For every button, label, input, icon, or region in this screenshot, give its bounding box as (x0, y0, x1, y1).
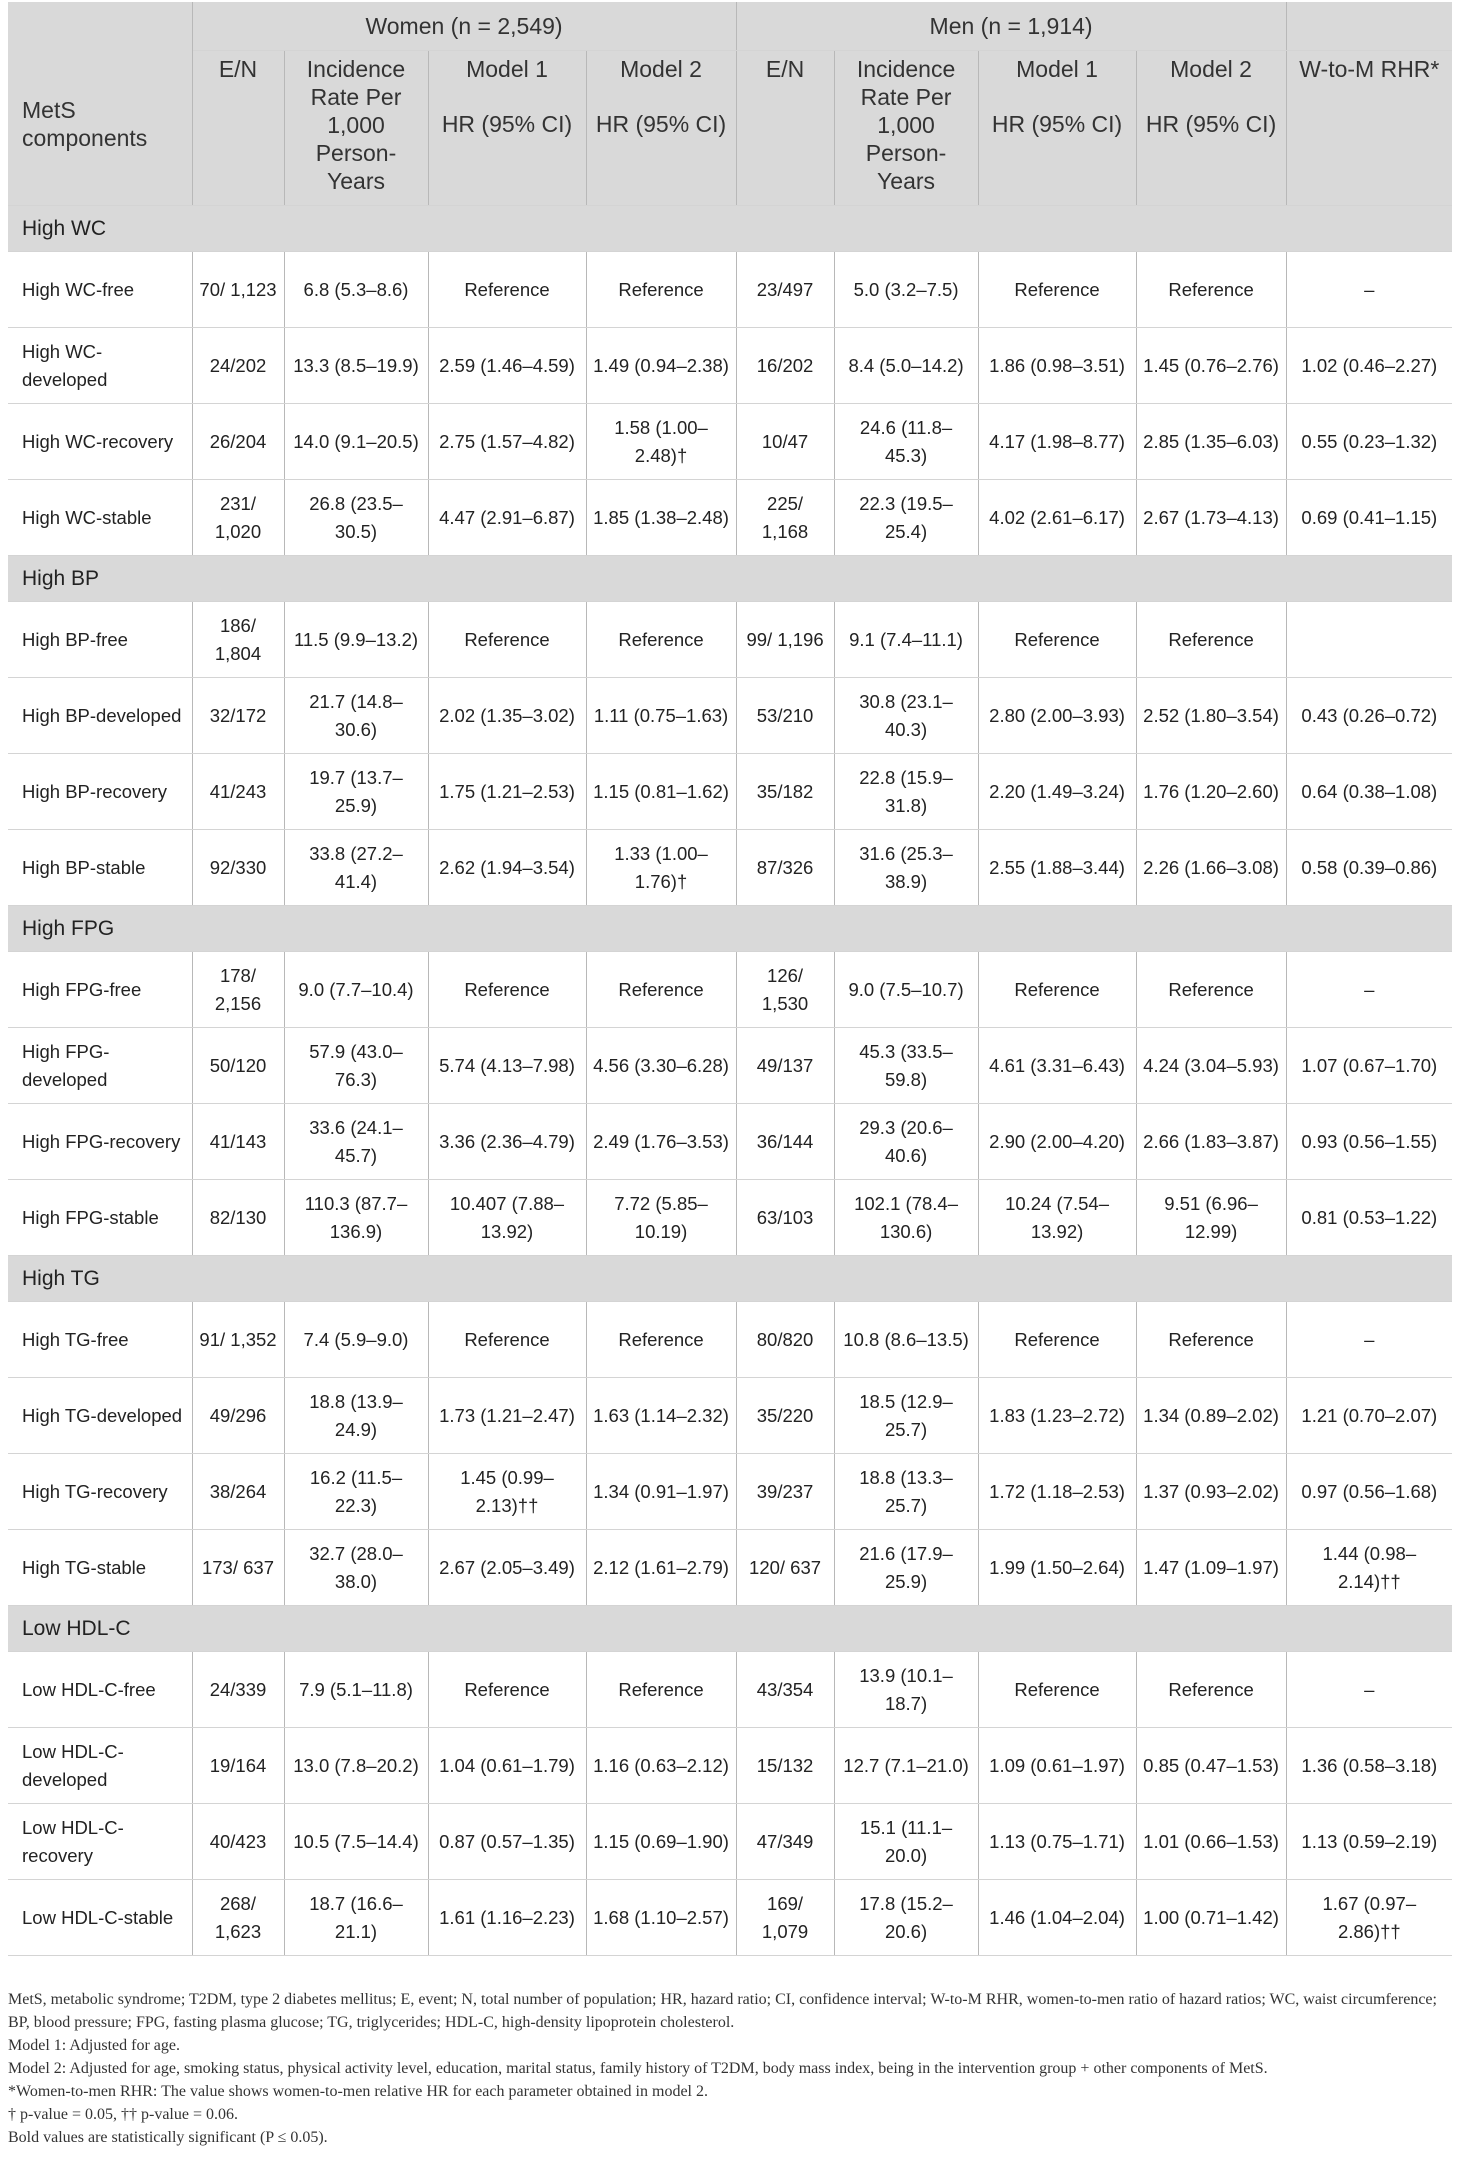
cell-w-m1: 0.87 (0.57–1.35) (428, 1804, 586, 1880)
cell-w-m1: 1.61 (1.16–2.23) (428, 1880, 586, 1956)
cell-w-rate: 18.7 (16.6–21.1) (284, 1880, 428, 1956)
table-row (8, 602, 1452, 678)
cell-m-m2: Reference (1136, 252, 1286, 328)
cell-m-en: 53/210 (736, 678, 834, 754)
cell-rhr: – (1286, 952, 1452, 1028)
cell-m-rate: 13.9 (10.1–18.7) (834, 1652, 978, 1728)
cell-w-en: 50/120 (192, 1028, 284, 1104)
cell-w-rate: 19.7 (13.7–25.9) (284, 754, 428, 830)
cell-name: High WC-stable (8, 480, 192, 556)
women-en-header: E/N (192, 51, 284, 206)
cell-w-en: 82/130 (192, 1180, 284, 1256)
cell-rhr: – (1286, 252, 1452, 328)
cell-m-m1: 2.80 (2.00–3.93) (978, 678, 1136, 754)
cell-name: High BP-recovery (8, 754, 192, 830)
women-model1-hr: HR (95% CI) (441, 111, 573, 137)
table-row (8, 1302, 1452, 1378)
cell-m-m1: 4.02 (2.61–6.17) (978, 480, 1136, 556)
cell-w-m1: 2.75 (1.57–4.82) (428, 404, 586, 480)
cell-m-m2: Reference (1136, 602, 1286, 678)
cell-rhr: – (1286, 1302, 1452, 1378)
cell-m-en: 39/237 (736, 1454, 834, 1530)
cell-name: High TG-developed (8, 1378, 192, 1454)
cell-m-m1: 4.17 (1.98–8.77) (978, 404, 1136, 480)
cell-w-m1: 10.407 (7.88–13.92) (428, 1180, 586, 1256)
cell-m-rate: 8.4 (5.0–14.2) (834, 328, 978, 404)
cell-w-rate: 33.6 (24.1–45.7) (284, 1104, 428, 1180)
footnote: MetS, metabolic syndrome; T2DM, type 2 diabetes mellitus; E, event; N, total number of population; HR, hazard ratio; CI, confidence interval; W-to-M RHR, women-to-men ratio of hazard ratios; WC, waist circumference; BP, blood pressure; FPG, fasting plasma glucose; TG, triglycerides; HDL-C, high-density lipoprotein cholesterol. (8, 1991, 1437, 2031)
cell-rhr (1286, 602, 1452, 678)
cell-w-m2: Reference (586, 602, 736, 678)
cell-rhr: 1.07 (0.67–1.70) (1286, 1028, 1452, 1104)
cell-m-rate: 24.6 (11.8–45.3) (834, 404, 978, 480)
cell-m-m1: Reference (978, 1652, 1136, 1728)
cell-rhr: 0.69 (0.41–1.15) (1286, 480, 1452, 556)
cell-w-m2: 1.49 (0.94–2.38) (586, 328, 736, 404)
cell-m-m2: 1.01 (0.66–1.53) (1136, 1804, 1286, 1880)
cell-m-en: 120/ 637 (736, 1530, 834, 1606)
cell-m-en: 169/ 1,079 (736, 1880, 834, 1956)
men-model1-header (978, 51, 1136, 206)
women-model1-label: Model 1 (466, 56, 548, 82)
cell-m-m2: 1.34 (0.89–2.02) (1136, 1378, 1286, 1454)
cell-rhr: 0.64 (0.38–1.08) (1286, 754, 1452, 830)
section-title: High BP (8, 556, 1452, 602)
cell-w-m2: 1.11 (0.75–1.63) (586, 678, 736, 754)
cell-w-rate: 21.7 (14.8–30.6) (284, 678, 428, 754)
table-body (8, 206, 1452, 1956)
cell-m-m2: 1.47 (1.09–1.97) (1136, 1530, 1286, 1606)
cell-m-m2: 0.85 (0.47–1.53) (1136, 1728, 1286, 1804)
table-header (8, 2, 1452, 206)
cell-name: High FPG-recovery (8, 1104, 192, 1180)
cell-m-m1: Reference (978, 602, 1136, 678)
cell-m-rate: 30.8 (23.1–40.3) (834, 678, 978, 754)
cell-w-m1: Reference (428, 602, 586, 678)
footnote: Model 2: Adjusted for age, smoking status, physical activity level, education, marital status, family history of T2DM, body mass index, being in the intervention group + other components of MetS. (8, 2060, 1268, 2077)
cell-rhr: 1.36 (0.58–3.18) (1286, 1728, 1452, 1804)
cell-w-en: 19/164 (192, 1728, 284, 1804)
cell-name: High BP-stable (8, 830, 192, 906)
cell-rhr: 0.93 (0.56–1.55) (1286, 1104, 1452, 1180)
cell-w-en: 41/143 (192, 1104, 284, 1180)
cell-rhr: 0.97 (0.56–1.68) (1286, 1454, 1452, 1530)
table-row (8, 1104, 1452, 1180)
cell-w-m1: 2.02 (1.35–3.02) (428, 678, 586, 754)
table-row (8, 252, 1452, 328)
women-group-header: Women (n = 2,549) (192, 2, 736, 51)
cell-w-rate: 7.4 (5.9–9.0) (284, 1302, 428, 1378)
section-title: High FPG (8, 906, 1452, 952)
cell-m-m2: 4.24 (3.04–5.93) (1136, 1028, 1286, 1104)
cell-w-en: 24/339 (192, 1652, 284, 1728)
cell-name: High WC-recovery (8, 404, 192, 480)
cell-name: High FPG-stable (8, 1180, 192, 1256)
cell-m-en: 49/137 (736, 1028, 834, 1104)
table-row (8, 1804, 1452, 1880)
cell-name: High FPG-free (8, 952, 192, 1028)
cell-w-en: 32/172 (192, 678, 284, 754)
cell-m-rate: 22.3 (19.5–25.4) (834, 480, 978, 556)
cell-m-rate: 9.0 (7.5–10.7) (834, 952, 978, 1028)
section-header-row (8, 1256, 1452, 1302)
cell-m-en: 16/202 (736, 328, 834, 404)
cell-w-en: 186/ 1,804 (192, 602, 284, 678)
cell-m-rate: 45.3 (33.5–59.8) (834, 1028, 978, 1104)
cell-w-m2: Reference (586, 1652, 736, 1728)
table-row (8, 830, 1452, 906)
cell-m-m1: 1.72 (1.18–2.53) (978, 1454, 1136, 1530)
men-rate-header: Incidence Rate Per 1,000 Person-Years (834, 51, 978, 206)
men-model2-header (1136, 51, 1286, 206)
cell-rhr: 1.13 (0.59–2.19) (1286, 1804, 1452, 1880)
cell-w-rate: 33.8 (27.2–41.4) (284, 830, 428, 906)
cell-w-rate: 13.0 (7.8–20.2) (284, 1728, 428, 1804)
cell-w-rate: 26.8 (23.5–30.5) (284, 480, 428, 556)
cell-w-m1: 1.45 (0.99–2.13)†† (428, 1454, 586, 1530)
cell-m-en: 15/132 (736, 1728, 834, 1804)
cell-rhr: 0.43 (0.26–0.72) (1286, 678, 1452, 754)
women-model1-header (428, 51, 586, 206)
cell-m-m1: 1.99 (1.50–2.64) (978, 1530, 1136, 1606)
cell-m-m2: 1.37 (0.93–2.02) (1136, 1454, 1286, 1530)
cell-name: High WC-developed (8, 328, 192, 404)
cell-m-m1: 1.46 (1.04–2.04) (978, 1880, 1136, 1956)
cell-name: Low HDL-C-free (8, 1652, 192, 1728)
mets-components-header: MetS components (8, 2, 192, 206)
cell-m-m2: 2.85 (1.35–6.03) (1136, 404, 1286, 480)
cell-w-m1: 2.67 (2.05–3.49) (428, 1530, 586, 1606)
table-row (8, 480, 1452, 556)
cell-name: High TG-stable (8, 1530, 192, 1606)
cell-w-m2: Reference (586, 1302, 736, 1378)
women-model2-header (586, 51, 736, 206)
table-row (8, 1454, 1452, 1530)
blank-header-cell (1286, 2, 1452, 51)
cell-w-en: 24/202 (192, 328, 284, 404)
men-model1-hr: HR (95% CI) (991, 111, 1123, 137)
cell-m-en: 36/144 (736, 1104, 834, 1180)
cell-m-m2: 9.51 (6.96–12.99) (1136, 1180, 1286, 1256)
cell-w-en: 268/ 1,623 (192, 1880, 284, 1956)
section-header-row (8, 556, 1452, 602)
cell-m-m1: Reference (978, 252, 1136, 328)
cell-w-rate: 11.5 (9.9–13.2) (284, 602, 428, 678)
cell-m-m1: 2.90 (2.00–4.20) (978, 1104, 1136, 1180)
cell-w-en: 41/243 (192, 754, 284, 830)
table-row (8, 1880, 1452, 1956)
cell-m-rate: 22.8 (15.9–31.8) (834, 754, 978, 830)
footnote: Bold values are statistically significant (P ≤ 0.05). (8, 2129, 328, 2146)
cell-m-m2: 2.26 (1.66–3.08) (1136, 830, 1286, 906)
table-row (8, 328, 1452, 404)
cell-w-m2: 1.34 (0.91–1.97) (586, 1454, 736, 1530)
rhr-header: W-to-M RHR* (1286, 51, 1452, 206)
women-model2-hr: HR (95% CI) (595, 111, 727, 137)
cell-rhr: – (1286, 1652, 1452, 1728)
cell-m-en: 10/47 (736, 404, 834, 480)
cell-w-m1: 1.04 (0.61–1.79) (428, 1728, 586, 1804)
cell-w-m1: 2.59 (1.46–4.59) (428, 328, 586, 404)
cell-name: High BP-developed (8, 678, 192, 754)
table-row (8, 1378, 1452, 1454)
cell-w-m2: 1.85 (1.38–2.48) (586, 480, 736, 556)
cell-m-m2: 1.00 (0.71–1.42) (1136, 1880, 1286, 1956)
cell-m-en: 99/ 1,196 (736, 602, 834, 678)
table-row (8, 404, 1452, 480)
cell-w-en: 92/330 (192, 830, 284, 906)
cell-name: Low HDL-C-developed (8, 1728, 192, 1804)
cell-m-rate: 10.8 (8.6–13.5) (834, 1302, 978, 1378)
cell-m-m2: 2.66 (1.83–3.87) (1136, 1104, 1286, 1180)
cell-w-en: 231/ 1,020 (192, 480, 284, 556)
cell-w-m2: 4.56 (3.30–6.28) (586, 1028, 736, 1104)
section-header-row (8, 206, 1452, 252)
cell-rhr: 0.81 (0.53–1.22) (1286, 1180, 1452, 1256)
table-row (8, 754, 1452, 830)
cell-w-en: 38/264 (192, 1454, 284, 1530)
section-title: High TG (8, 1256, 1452, 1302)
cell-w-en: 91/ 1,352 (192, 1302, 284, 1378)
cell-m-rate: 9.1 (7.4–11.1) (834, 602, 978, 678)
cell-name: Low HDL-C-recovery (8, 1804, 192, 1880)
cell-w-rate: 18.8 (13.9–24.9) (284, 1378, 428, 1454)
cell-w-m1: 1.75 (1.21–2.53) (428, 754, 586, 830)
cell-w-en: 173/ 637 (192, 1530, 284, 1606)
footnote: *Women-to-men RHR: The value shows women-to-men relative HR for each parameter obtained in model 2. (8, 2083, 708, 2100)
table-row (8, 678, 1452, 754)
cell-m-en: 43/354 (736, 1652, 834, 1728)
cell-m-rate: 18.5 (12.9–25.7) (834, 1378, 978, 1454)
men-model2-hr: HR (95% CI) (1145, 111, 1277, 137)
cell-w-m2: 2.49 (1.76–3.53) (586, 1104, 736, 1180)
women-rate-header: Incidence Rate Per 1,000 Person-Years (284, 51, 428, 206)
cell-w-en: 26/204 (192, 404, 284, 480)
table-footnotes (8, 1988, 1452, 2149)
cell-m-en: 35/182 (736, 754, 834, 830)
cell-m-en: 23/497 (736, 252, 834, 328)
cell-w-m2: 1.16 (0.63–2.12) (586, 1728, 736, 1804)
cell-w-rate: 9.0 (7.7–10.4) (284, 952, 428, 1028)
section-header-row (8, 1606, 1452, 1652)
table-row (8, 1180, 1452, 1256)
cell-m-m1: Reference (978, 952, 1136, 1028)
cell-m-en: 47/349 (736, 1804, 834, 1880)
cell-name: High WC-free (8, 252, 192, 328)
cell-m-en: 87/326 (736, 830, 834, 906)
cell-m-m1: 4.61 (3.31–6.43) (978, 1028, 1136, 1104)
table-row (8, 1530, 1452, 1606)
cell-m-m2: Reference (1136, 1302, 1286, 1378)
cell-m-rate: 18.8 (13.3–25.7) (834, 1454, 978, 1530)
cell-rhr: 0.58 (0.39–0.86) (1286, 830, 1452, 906)
table-row (8, 1028, 1452, 1104)
women-model2-label: Model 2 (620, 56, 702, 82)
cell-w-rate: 13.3 (8.5–19.9) (284, 328, 428, 404)
results-table (8, 2, 1452, 1956)
cell-m-rate: 15.1 (11.1–20.0) (834, 1804, 978, 1880)
cell-w-m1: 1.73 (1.21–2.47) (428, 1378, 586, 1454)
cell-m-m2: 1.45 (0.76–2.76) (1136, 328, 1286, 404)
cell-m-en: 126/ 1,530 (736, 952, 834, 1028)
cell-w-en: 40/423 (192, 1804, 284, 1880)
cell-w-en: 70/ 1,123 (192, 252, 284, 328)
cell-m-m1: 1.13 (0.75–1.71) (978, 1804, 1136, 1880)
cell-w-rate: 32.7 (28.0–38.0) (284, 1530, 428, 1606)
cell-w-rate: 110.3 (87.7–136.9) (284, 1180, 428, 1256)
cell-w-m2: 1.58 (1.00–2.48)† (586, 404, 736, 480)
cell-w-m1: Reference (428, 1652, 586, 1728)
cell-w-m2: 1.33 (1.00–1.76)† (586, 830, 736, 906)
cell-m-rate: 31.6 (25.3–38.9) (834, 830, 978, 906)
cell-name: High TG-free (8, 1302, 192, 1378)
cell-m-rate: 29.3 (20.6–40.6) (834, 1104, 978, 1180)
cell-rhr: 0.55 (0.23–1.32) (1286, 404, 1452, 480)
cell-name: High TG-recovery (8, 1454, 192, 1530)
cell-w-m1: 4.47 (2.91–6.87) (428, 480, 586, 556)
cell-m-rate: 17.8 (15.2–20.6) (834, 1880, 978, 1956)
men-model1-label: Model 1 (1016, 56, 1098, 82)
cell-m-m2: Reference (1136, 1652, 1286, 1728)
cell-name: High BP-free (8, 602, 192, 678)
cell-m-rate: 12.7 (7.1–21.0) (834, 1728, 978, 1804)
cell-w-m1: Reference (428, 252, 586, 328)
cell-w-m1: Reference (428, 952, 586, 1028)
cell-w-rate: 57.9 (43.0–76.3) (284, 1028, 428, 1104)
footnote: † p-value = 0.05, †† p-value = 0.06. (8, 2106, 238, 2123)
cell-m-m2: Reference (1136, 952, 1286, 1028)
cell-m-m1: 2.55 (1.88–3.44) (978, 830, 1136, 906)
cell-w-m2: Reference (586, 952, 736, 1028)
men-model2-label: Model 2 (1170, 56, 1252, 82)
cell-m-m1: 10.24 (7.54–13.92) (978, 1180, 1136, 1256)
cell-rhr: 1.67 (0.97–2.86)†† (1286, 1880, 1452, 1956)
cell-m-m2: 2.52 (1.80–3.54) (1136, 678, 1286, 754)
men-en-header: E/N (736, 51, 834, 206)
cell-m-en: 35/220 (736, 1378, 834, 1454)
table-row (8, 1652, 1452, 1728)
cell-w-m1: Reference (428, 1302, 586, 1378)
cell-m-rate: 102.1 (78.4–130.6) (834, 1180, 978, 1256)
cell-rhr: 1.44 (0.98–2.14)†† (1286, 1530, 1452, 1606)
cell-rhr: 1.21 (0.70–2.07) (1286, 1378, 1452, 1454)
cell-m-m2: 2.67 (1.73–4.13) (1136, 480, 1286, 556)
cell-m-en: 225/ 1,168 (736, 480, 834, 556)
cell-w-m2: Reference (586, 252, 736, 328)
cell-w-m1: 3.36 (2.36–4.79) (428, 1104, 586, 1180)
cell-m-m2: 1.76 (1.20–2.60) (1136, 754, 1286, 830)
men-group-header: Men (n = 1,914) (736, 2, 1286, 51)
table-row (8, 952, 1452, 1028)
cell-w-m2: 7.72 (5.85–10.19) (586, 1180, 736, 1256)
cell-m-rate: 21.6 (17.9–25.9) (834, 1530, 978, 1606)
cell-w-m2: 1.15 (0.69–1.90) (586, 1804, 736, 1880)
cell-w-m2: 2.12 (1.61–2.79) (586, 1530, 736, 1606)
cell-w-rate: 16.2 (11.5–22.3) (284, 1454, 428, 1530)
cell-m-m1: 1.86 (0.98–3.51) (978, 328, 1136, 404)
cell-m-m1: 1.83 (1.23–2.72) (978, 1378, 1136, 1454)
cell-w-en: 178/ 2,156 (192, 952, 284, 1028)
table-row (8, 1728, 1452, 1804)
cell-w-rate: 10.5 (7.5–14.4) (284, 1804, 428, 1880)
cell-rhr: 1.02 (0.46–2.27) (1286, 328, 1452, 404)
cell-m-m1: Reference (978, 1302, 1136, 1378)
cell-w-m1: 2.62 (1.94–3.54) (428, 830, 586, 906)
cell-m-rate: 5.0 (3.2–7.5) (834, 252, 978, 328)
cell-w-rate: 7.9 (5.1–11.8) (284, 1652, 428, 1728)
cell-w-m2: 1.63 (1.14–2.32) (586, 1378, 736, 1454)
cell-w-m2: 1.15 (0.81–1.62) (586, 754, 736, 830)
cell-w-rate: 6.8 (5.3–8.6) (284, 252, 428, 328)
cell-w-m1: 5.74 (4.13–7.98) (428, 1028, 586, 1104)
section-title: High WC (8, 206, 1452, 252)
cell-w-m2: 1.68 (1.10–2.57) (586, 1880, 736, 1956)
cell-m-m1: 1.09 (0.61–1.97) (978, 1728, 1136, 1804)
cell-m-m1: 2.20 (1.49–3.24) (978, 754, 1136, 830)
section-header-row (8, 906, 1452, 952)
cell-m-en: 80/820 (736, 1302, 834, 1378)
footnote: Model 1: Adjusted for age. (8, 2037, 180, 2054)
section-title: Low HDL-C (8, 1606, 1452, 1652)
cell-w-en: 49/296 (192, 1378, 284, 1454)
cell-m-en: 63/103 (736, 1180, 834, 1256)
cell-name: High FPG-developed (8, 1028, 192, 1104)
cell-w-rate: 14.0 (9.1–20.5) (284, 404, 428, 480)
cell-name: Low HDL-C-stable (8, 1880, 192, 1956)
